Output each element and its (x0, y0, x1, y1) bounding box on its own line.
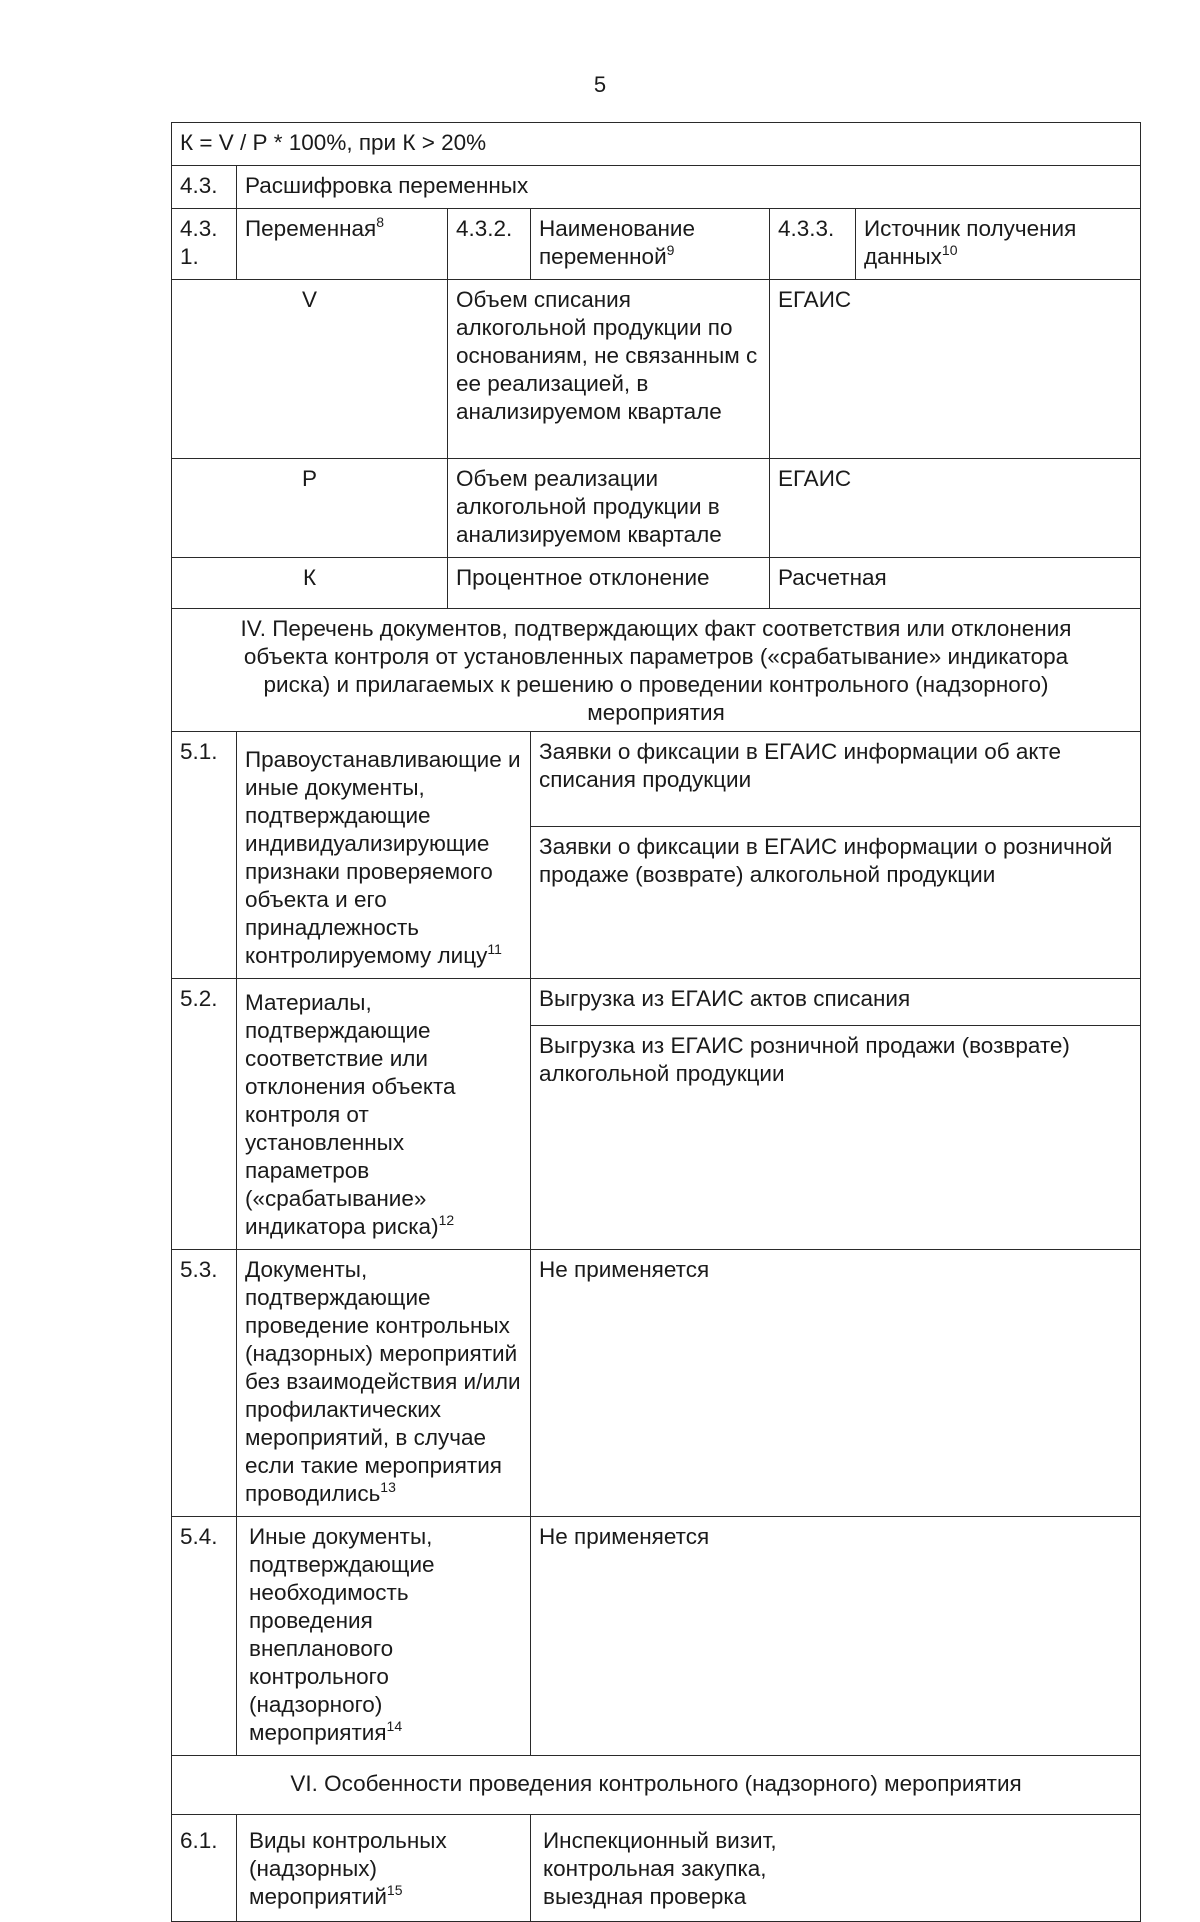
document-description (237, 732, 531, 979)
footnote-ref: 11 (487, 941, 502, 957)
document-values (531, 732, 1141, 979)
document-value: Не применяется (531, 1250, 1141, 1517)
feature-description-text: Виды контрольных (надзорных) мероприятий (249, 1828, 447, 1909)
header-variable-text: Переменная (245, 216, 377, 241)
document-description-text: Документы, подтверждающие проведение контрольных (надзорных) мероприятий без взаимодействия и/или профилактических мероприятий, в случае если такие мероприятия проводились (245, 1257, 521, 1506)
section-vi-title: VI. Особенности проведения контрольного (надзорного) мероприятия (172, 1756, 1141, 1815)
header-number-1-text: 4.3. 1. (180, 216, 218, 269)
document-value: Не применяется (531, 1517, 1141, 1756)
variable-source: ЕГАИС (770, 280, 1141, 459)
variable-source: Расчетная (770, 558, 1141, 609)
document-value: Выгрузка из ЕГАИС розничной продажи (возврате) алкогольной продукции (531, 1025, 1140, 1096)
footnote-ref: 13 (380, 1479, 396, 1495)
document-description-text: Иные документы, подтверждающие необходимость проведения внепланового контрольного (надзорного) мероприятия (249, 1524, 435, 1745)
document-number: 5.1. (172, 732, 237, 979)
formula-cell: К = V / Р * 100%, при К > 20% (172, 123, 1141, 166)
header-name (531, 209, 770, 280)
feature-row (172, 1815, 1141, 1922)
document-description (237, 1517, 531, 1756)
document-number: 5.2. (172, 979, 237, 1250)
variables-header-row (172, 209, 1141, 280)
document-row (172, 732, 1141, 979)
variable-source: ЕГАИС (770, 459, 1141, 558)
document-values (531, 979, 1141, 1250)
decoding-title: Расшифровка переменных (237, 166, 1141, 209)
variable-description: Объем списания алкогольной продукции по основаниям, не связанным с ее реализацией, в анализируемом квартале (448, 280, 770, 459)
section-iv-title: IV. Перечень документов, подтверждающих факт соответствия или отклонения объекта контроля от установленных параметров («срабатывание» индикатора риска) и прилагаемых к решению о проведении контрольного (надзорного) мероприятия (172, 609, 1141, 732)
footnote-ref: 15 (386, 1882, 403, 1898)
footnote-ref: 9 (666, 242, 675, 258)
header-name-text: Наименование переменной (539, 216, 695, 269)
header-number-2: 4.3.2. (448, 209, 531, 280)
section-iv-row (172, 609, 1141, 732)
footnote-ref: 12 (438, 1212, 455, 1228)
feature-value: Инспекционный визит, контрольная закупка, выездная проверка (531, 1815, 1141, 1922)
header-variable (237, 209, 448, 280)
page-number: 5 (593, 72, 607, 97)
document-row (172, 1517, 1141, 1756)
footnote-ref: 14 (386, 1718, 403, 1734)
document-number: 5.3. (172, 1250, 237, 1517)
decoding-row (172, 166, 1141, 209)
header-number-3: 4.3.3. (770, 209, 856, 280)
header-source (856, 209, 1141, 280)
decoding-number: 4.3. (172, 166, 237, 209)
header-source-text: Источник получения данных (864, 216, 1077, 269)
formula-row (172, 123, 1141, 166)
variable-name: Р (172, 459, 448, 558)
feature-description (237, 1815, 531, 1922)
document-description-text: Материалы, подтверждающие соответствие или отклонения объекта контроля от установленных параметров («срабатывание» индикатора риска) (245, 990, 456, 1239)
document-row (172, 979, 1141, 1250)
variable-name: К (172, 558, 448, 609)
header-number-1 (172, 209, 237, 280)
footnote-ref: 8 (376, 214, 385, 230)
document-value: Заявки о фиксации в ЕГАИС информации об акте списания продукции (539, 739, 1062, 792)
variable-row (172, 558, 1141, 609)
variable-row (172, 459, 1141, 558)
section-vi-row (172, 1756, 1141, 1815)
document-value: Заявки о фиксации в ЕГАИС информации о розничной продаже (возврате) алкогольной продукции (531, 826, 1140, 897)
document-description-text: Правоустанавливающие и иные документы, подтверждающие индивидуализирующие признаки проверяемого объекта и его принадлежность контролируемому лицу (245, 747, 521, 968)
document-description (237, 1250, 531, 1517)
document-row (172, 1250, 1141, 1517)
footnote-ref: 10 (941, 242, 958, 258)
variable-description: Процентное отклонение (448, 558, 770, 609)
feature-number: 6.1. (172, 1815, 237, 1922)
indicator-table (171, 122, 1141, 1922)
document-value: Выгрузка из ЕГАИС актов списания (539, 986, 911, 1011)
variable-name: V (172, 280, 448, 459)
document-description (237, 979, 531, 1250)
document-number: 5.4. (172, 1517, 237, 1756)
variable-description: Объем реализации алкогольной продукции в анализируемом квартале (448, 459, 770, 558)
variable-row (172, 280, 1141, 459)
